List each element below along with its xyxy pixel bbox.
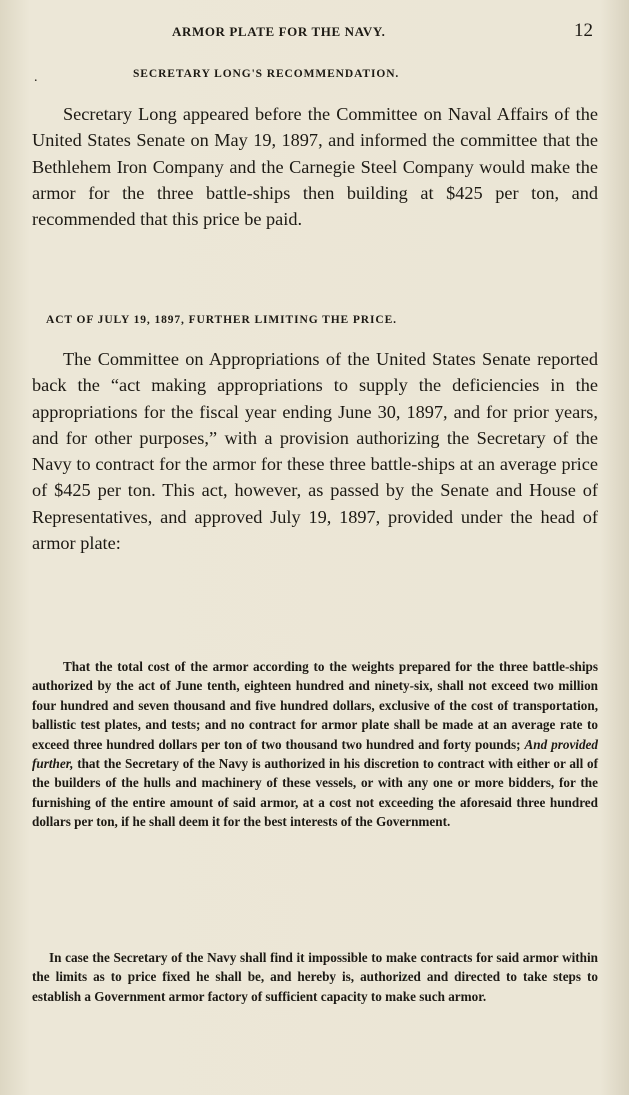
act-paragraph: The Committee on Appropriations of the United States Senate reported back the “act making appropriations to supply the deficiencies in the appropriations for the fiscal year ending June 30, 1897, and for prior years, and for other purposes,” with a provision authorizing the Secretary of the Navy to contract for the armor for these three battle-ships at an average price of $425 per ton. This act, however, as passed by the Senate and House of Representatives, and approved July 19, 1897, provided under the head of armor plate: [32, 349, 598, 554]
section-heading-recommendation: SECRETARY LONG'S RECOMMENDATION. [133, 68, 400, 80]
margin-mark: . [34, 70, 38, 85]
quoted-provision-factory: In case the Secretary of the Navy shall find it impossible to make contracts for said armor within the limits as to price fixed he shall be, and hereby is, authorized and directed to take steps to establish a Government armor factory of sufficient capacity to make such armor. [32, 950, 598, 1004]
provision-continuation: that the Secretary of the Navy is authorized in his discretion to contract with either or all of the builders of the hulls and machinery of these vessels, or with any one or more bidders, for the furnishing of the entire amount of said armor, at a cost not exceeding the aforesaid three hundred dollars per ton, if he shall deem it for the best interests of the Government. [32, 756, 598, 830]
provision-text: That the total cost of the armor according to the weights prepared for the three battle-ships authorized by the act of June tenth, eighteen hundred and ninety-six, shall not exceed two million four hundred and seven thousand and five hundred dollars, exclusive of the cost of transportation, ballistic test plates, and tests; and no contract for armor plate shall be made at an average rate to exceed three hundred dollars per ton of two thousand two hundred and forty pounds; [32, 659, 598, 752]
recommendation-paragraph: Secretary Long appeared before the Committee on Naval Affairs of the United States Senate on May 19, 1897, and informed the committee that the Bethlehem Iron Company and the Carnegie Steel Company would make the armor for the three battle-ships then building at $425 per ton, and recommended that this price be paid. [32, 104, 598, 230]
section-heading-act: ACT OF JULY 19, 1897, FURTHER LIMITING THE PRICE. [46, 314, 397, 326]
page-number: 12 [574, 20, 593, 41]
quoted-provision [32, 657, 598, 832]
page-header [0, 20, 629, 44]
proviso-phrase: And provided further, [32, 736, 598, 772]
running-title: ARMOR PLATE FOR THE NAVY. [172, 24, 386, 39]
